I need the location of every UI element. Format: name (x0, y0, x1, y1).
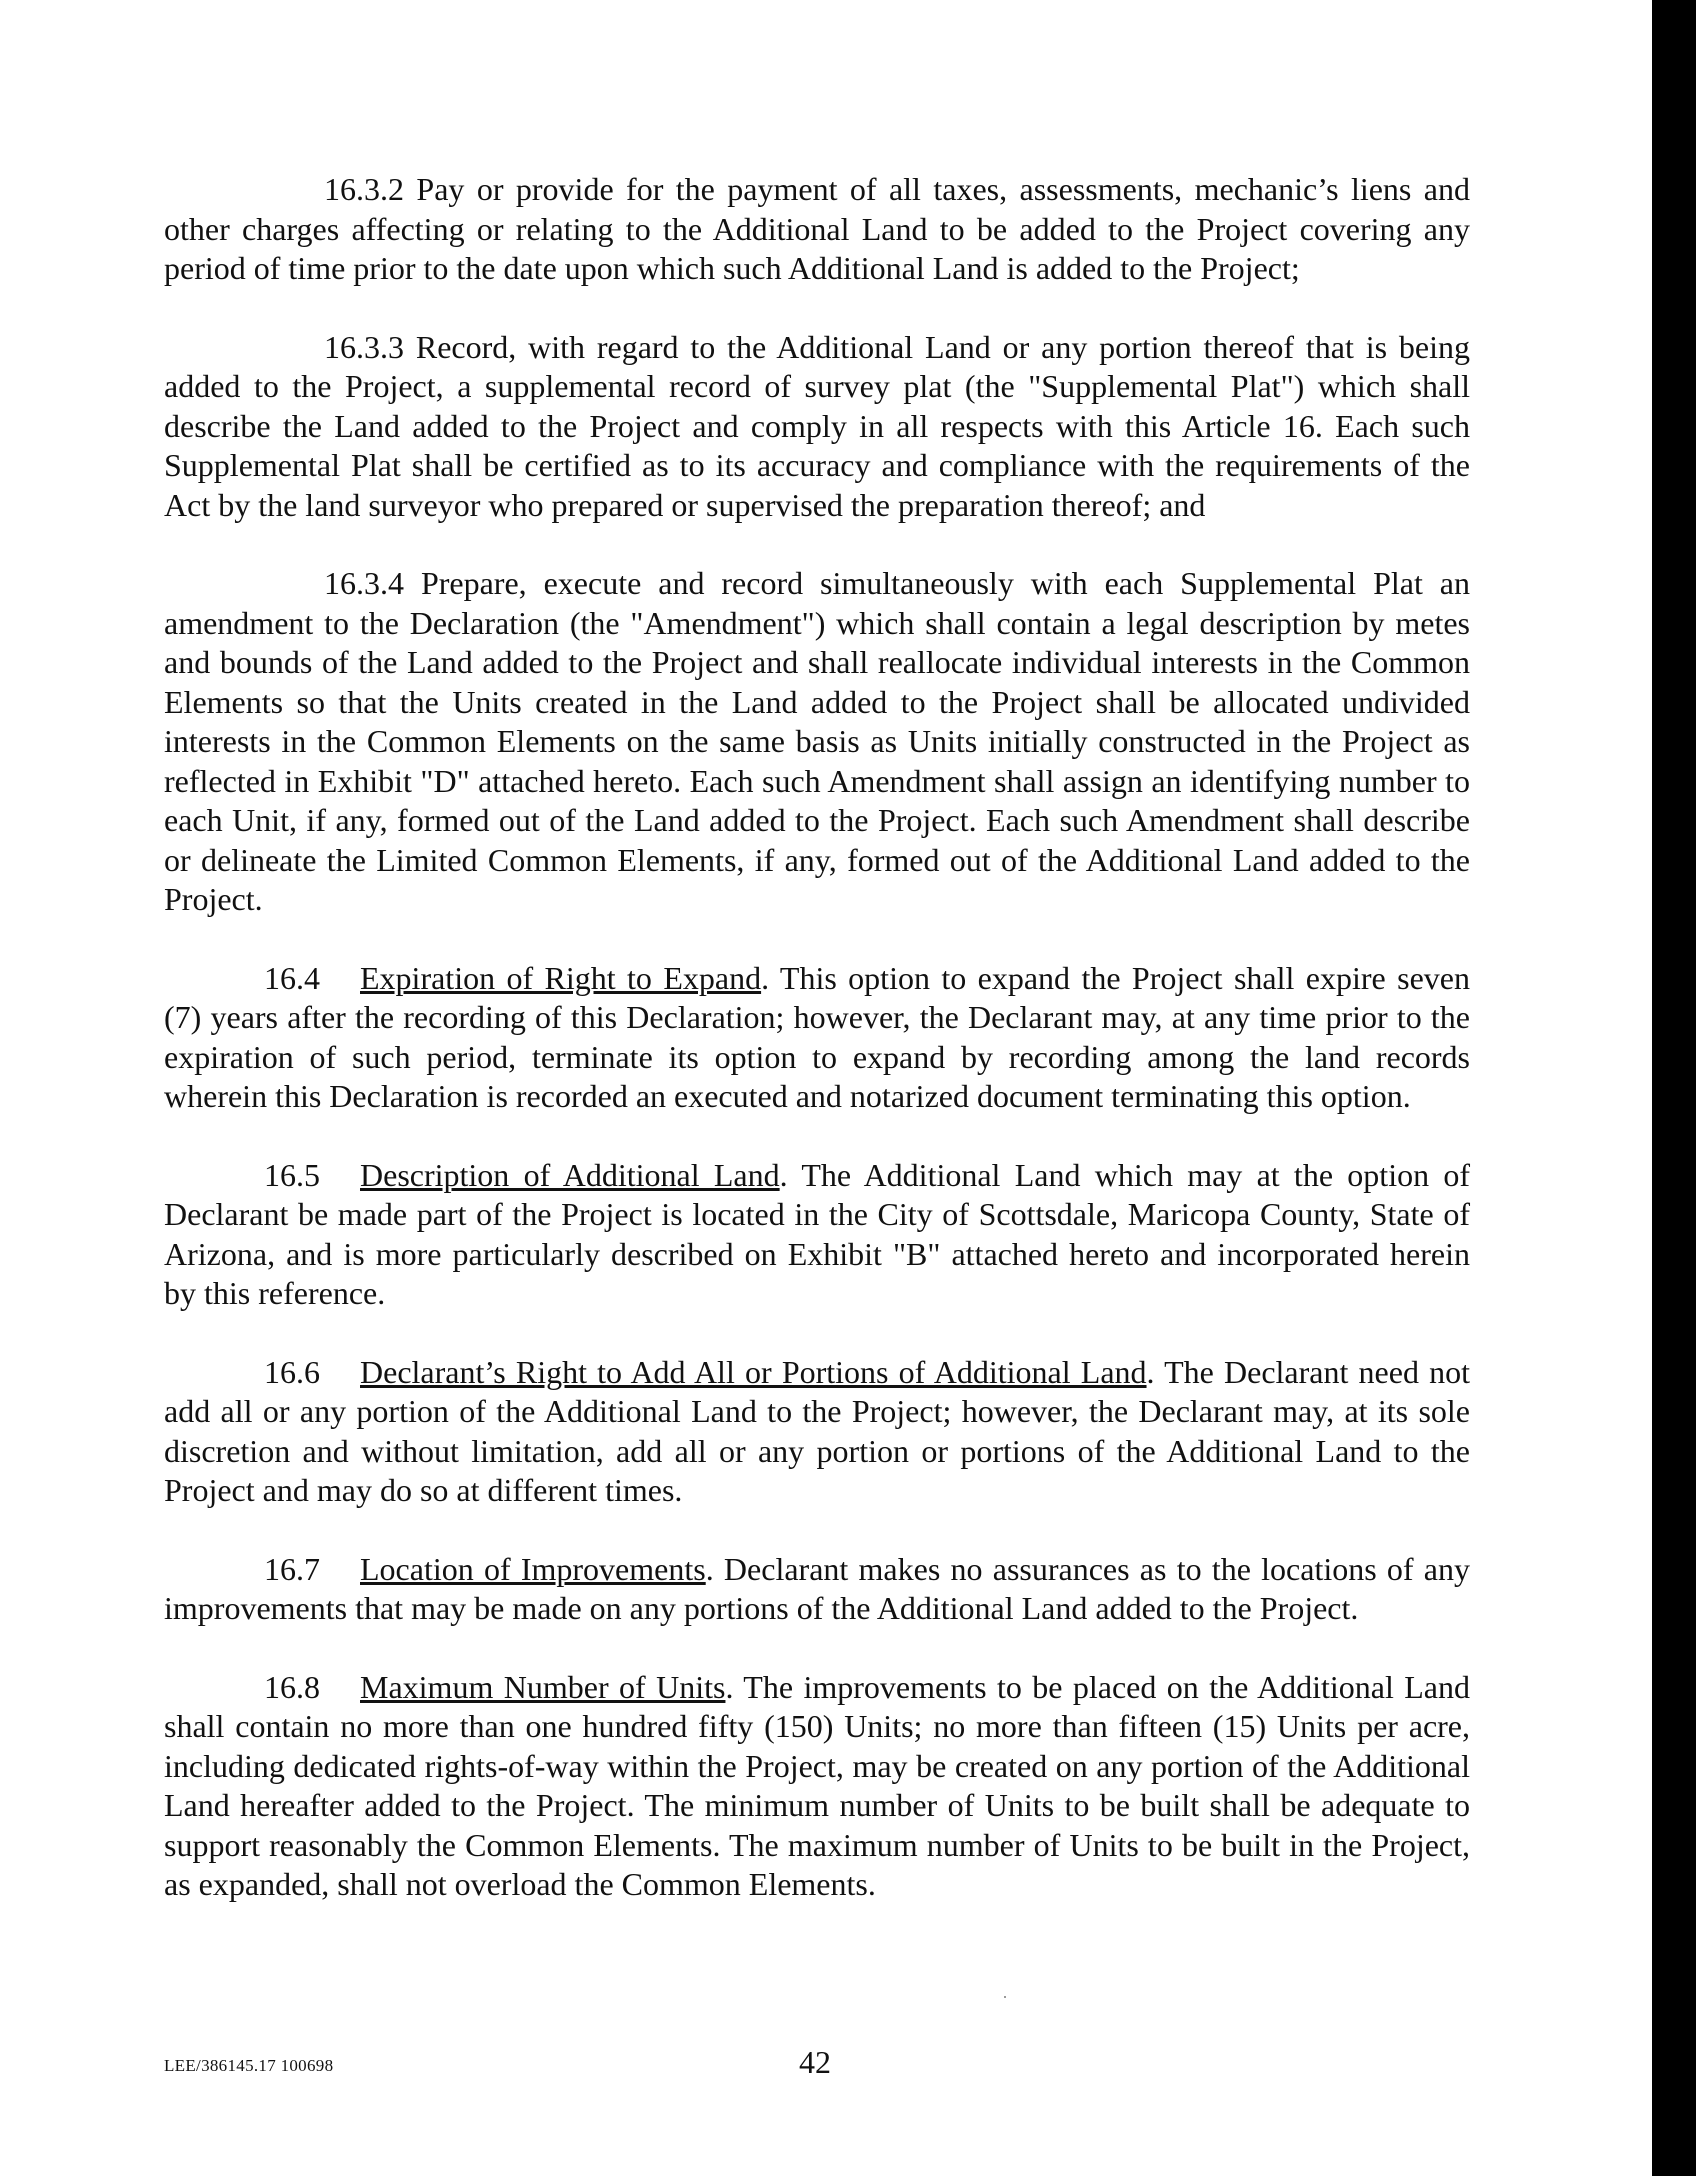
section-heading: Expiration of Right to Expand (360, 959, 762, 996)
paragraph-16-3-3: 16.3.3 Record, with regard to the Additional Land or any portion thereof that is being added to the Project, a supplemental record of survey plat (the "Supplemental Plat") which shall describe the Land added to the Project and comply in all respects with this Article 16. Each such Supplemental Plat shall be certified as to its accuracy and compliance with the requirements of the Act by the land surveyor who prepared or supervised the preparation thereof; and (164, 328, 1470, 523)
scan-speck (1004, 1996, 1006, 1998)
paragraph-16-3-2: 16.3.2 Pay or provide for the payment of all taxes, assessments, mechanic’s liens and other charges affecting or relating to the Additional Land to be added to the Project covering any period of time prior to the date upon which such Additional Land is added to the Project; (164, 171, 1470, 286)
section-heading: Declarant’s Right to Add All or Portions of Additional Land (360, 1353, 1147, 1390)
section-heading: Location of Improvements (360, 1550, 706, 1587)
section-body: . The Additional Land which may at the option of Declarant be made part of the Project is located in the City of Scottsdale, Maricopa County, State of Arizona, and is more particularly described on Exhibit "B" attached hereto and incorporated herein by this reference. (164, 1156, 1471, 1311)
section-16-8 (164, 1668, 1470, 1905)
scan-edge-bar (1652, 0, 1696, 2176)
section-number: 16.8 (264, 1668, 320, 1705)
section-heading: Description of Additional Land (360, 1156, 780, 1193)
paragraph-16-3-4: 16.3.4 Prepare, execute and record simultaneously with each Supplemental Plat an amendment to the Declaration (the "Amendment") which shall contain a legal description by metes and bounds of the Land added to the Project and shall reallocate individual interests in the Common Elements so that the Units created in the Land added to the Project shall be allocated undivided interests in the Common Elements on the same basis as Units initially constructed in the Project as reflected in Exhibit "D" attached hereto. Each such Amendment shall assign an identifying number to each Unit, if any, formed out of the Land added to the Project. Each such Amendment shall describe or delineate the Limited Common Elements, if any, formed out of the Additional Land added to the Project. (164, 565, 1470, 917)
section-body: . This option to expand the Project shall expire seven (7) years after the recording of this Declaration; however, the Declarant may, at any time prior to the expiration of such period, terminate its option to expand by recording among the land records wherein this Declaration is recorded an executed and notarized document terminating this option. (164, 959, 1471, 1114)
section-16-4 (164, 959, 1470, 1117)
section-body: . The improvements to be placed on the Additional Land shall contain no more than one hundred fifty (150) Units; no more than fifteen (15) Units per acre, including dedicated rights-of-way within the Project, may be created on any portion of the Additional Land hereafter added to the Project. The minimum number of Units to be built shall be adequate to support reasonably the Common Elements. The maximum number of Units to be built in the Project, as expanded, shall not overload the Common Elements. (164, 1668, 1471, 1902)
footer-document-code: LEE/386145.17 100698 (164, 2056, 334, 2075)
document-body (164, 170, 1470, 1944)
section-heading: Maximum Number of Units (360, 1668, 726, 1705)
section-16-5 (164, 1156, 1470, 1314)
section-16-7 (164, 1550, 1470, 1629)
section-16-6 (164, 1353, 1470, 1511)
section-number: 16.5 (264, 1156, 320, 1193)
footer-page-number: 42 (799, 2044, 831, 2080)
section-number: 16.6 (264, 1353, 320, 1390)
section-body: . The Declarant need not add all or any portion of the Additional Land to the Project; however, the Declarant may, at its sole discretion and without limitation, add all or any portion or portions of the Additional Land to the Project and may do so at different times. (164, 1353, 1471, 1508)
section-number: 16.7 (264, 1550, 320, 1587)
section-number: 16.4 (264, 959, 320, 996)
section-body: . Declarant makes no assurances as to the locations of any improvements that may be made on any portions of the Additional Land added to the Project. (164, 1550, 1471, 1626)
